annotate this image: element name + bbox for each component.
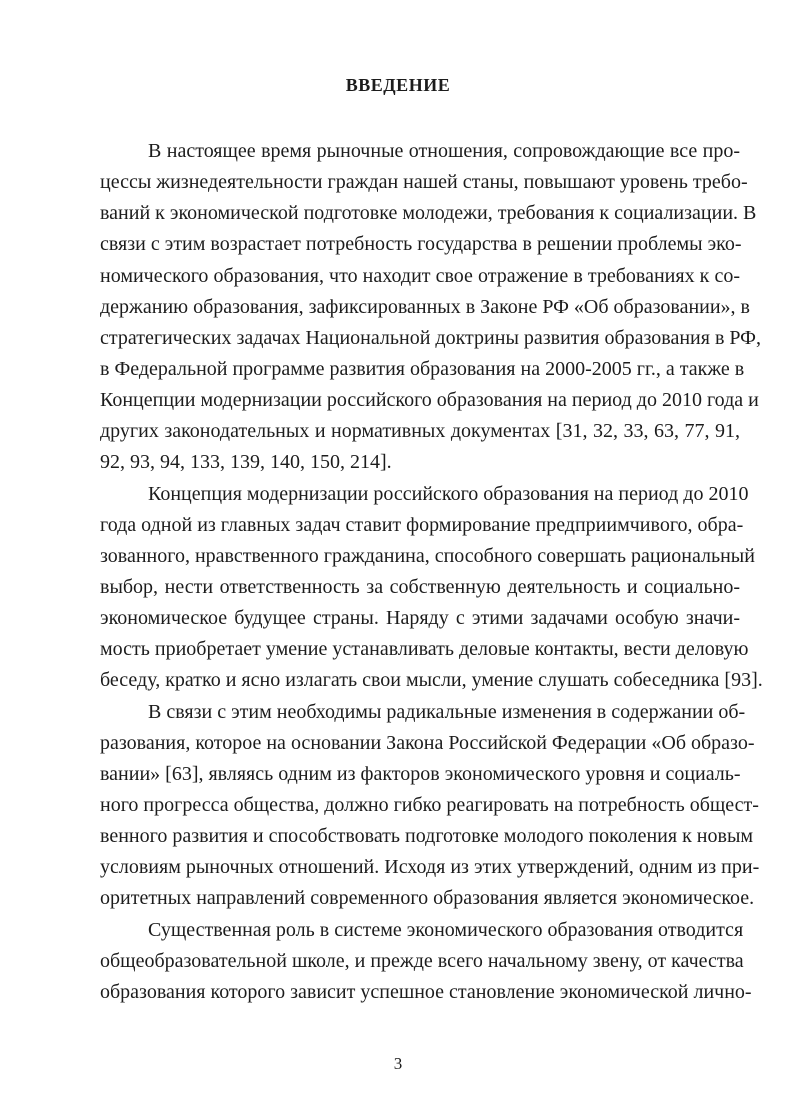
text-line: общеобразовательной школе, и прежде всего начальному звену, от качества bbox=[100, 950, 744, 972]
text-line: цессы жизнедеятельности граждан нашей станы, повышают уровень требо- bbox=[100, 171, 748, 193]
text-line: ного прогресса общества, должно гибко реагировать на потребность общест- bbox=[100, 794, 759, 816]
text-line: экономическое будущее страны. Наряду с этими задачами особую значи- bbox=[100, 607, 740, 629]
text-line: разования, которое на основании Закона Российской Федерации «Об образо- bbox=[100, 732, 755, 754]
page-title: ВВЕДЕНИЕ bbox=[345, 75, 451, 95]
text-line: оритетных направлений современного образования является экономическое. bbox=[100, 887, 755, 909]
text-line: стратегических задачах Национальной доктрины развития образования в РФ, bbox=[100, 327, 761, 349]
text-line: в Федеральной программе развития образования на 2000-2005 гг., а также в bbox=[100, 358, 745, 380]
text-line: условиям рыночных отношений. Исходя из этих утверждений, одним из при- bbox=[100, 856, 760, 878]
page-number: 3 bbox=[393, 1054, 403, 1073]
text-line: номического образования, что находит свое отражение в требованиях к со- bbox=[100, 265, 740, 287]
text-line: Концепции модернизации российского образования на период до 2010 года и bbox=[100, 389, 759, 411]
text-line: В связи с этим необходимы радикальные изменения в содержании об- bbox=[148, 701, 746, 723]
text-line: вании» [63], являясь одним из факторов экономического уровня и социаль- bbox=[100, 763, 741, 785]
text-line: образования которого зависит успешное становление экономической лично- bbox=[100, 981, 752, 1003]
text-line: Концепция модернизации российского образования на период до 2010 bbox=[148, 483, 749, 505]
text-line: выбор, нести ответственность за собственную деятельность и социально- bbox=[100, 576, 740, 598]
text-line: 92, 93, 94, 133, 139, 140, 150, 214]. bbox=[100, 451, 392, 473]
text-line: зованного, нравственного гражданина, способного совершать рациональный bbox=[100, 545, 755, 567]
text-line: держанию образования, зафиксированных в Законе РФ «Об образовании», в bbox=[100, 296, 750, 318]
text-line: мость приобретает умение устанавливать деловые контакты, вести деловую bbox=[100, 638, 749, 660]
text-line: ваний к экономической подготовке молодежи, требования к социализации. В bbox=[100, 202, 757, 224]
text-line: В настоящее время рыночные отношения, сопровождающие все про- bbox=[148, 140, 740, 162]
text-line: года одной из главных задач ставит формирование предприимчивого, обра- bbox=[100, 514, 744, 536]
text-line: других законодательных и нормативных документах [31, 32, 33, 63, 77, 91, bbox=[100, 420, 740, 442]
text-line: связи с этим возрастает потребность государства в решении проблемы эко- bbox=[100, 233, 742, 255]
text-line: венного развития и способствовать подготовке молодого поколения к новым bbox=[100, 825, 754, 847]
text-line: Существенная роль в системе экономического образования отводится bbox=[148, 919, 744, 941]
text-line: беседу, кратко и ясно излагать свои мысли, умение слушать собеседника [93]. bbox=[100, 669, 763, 691]
